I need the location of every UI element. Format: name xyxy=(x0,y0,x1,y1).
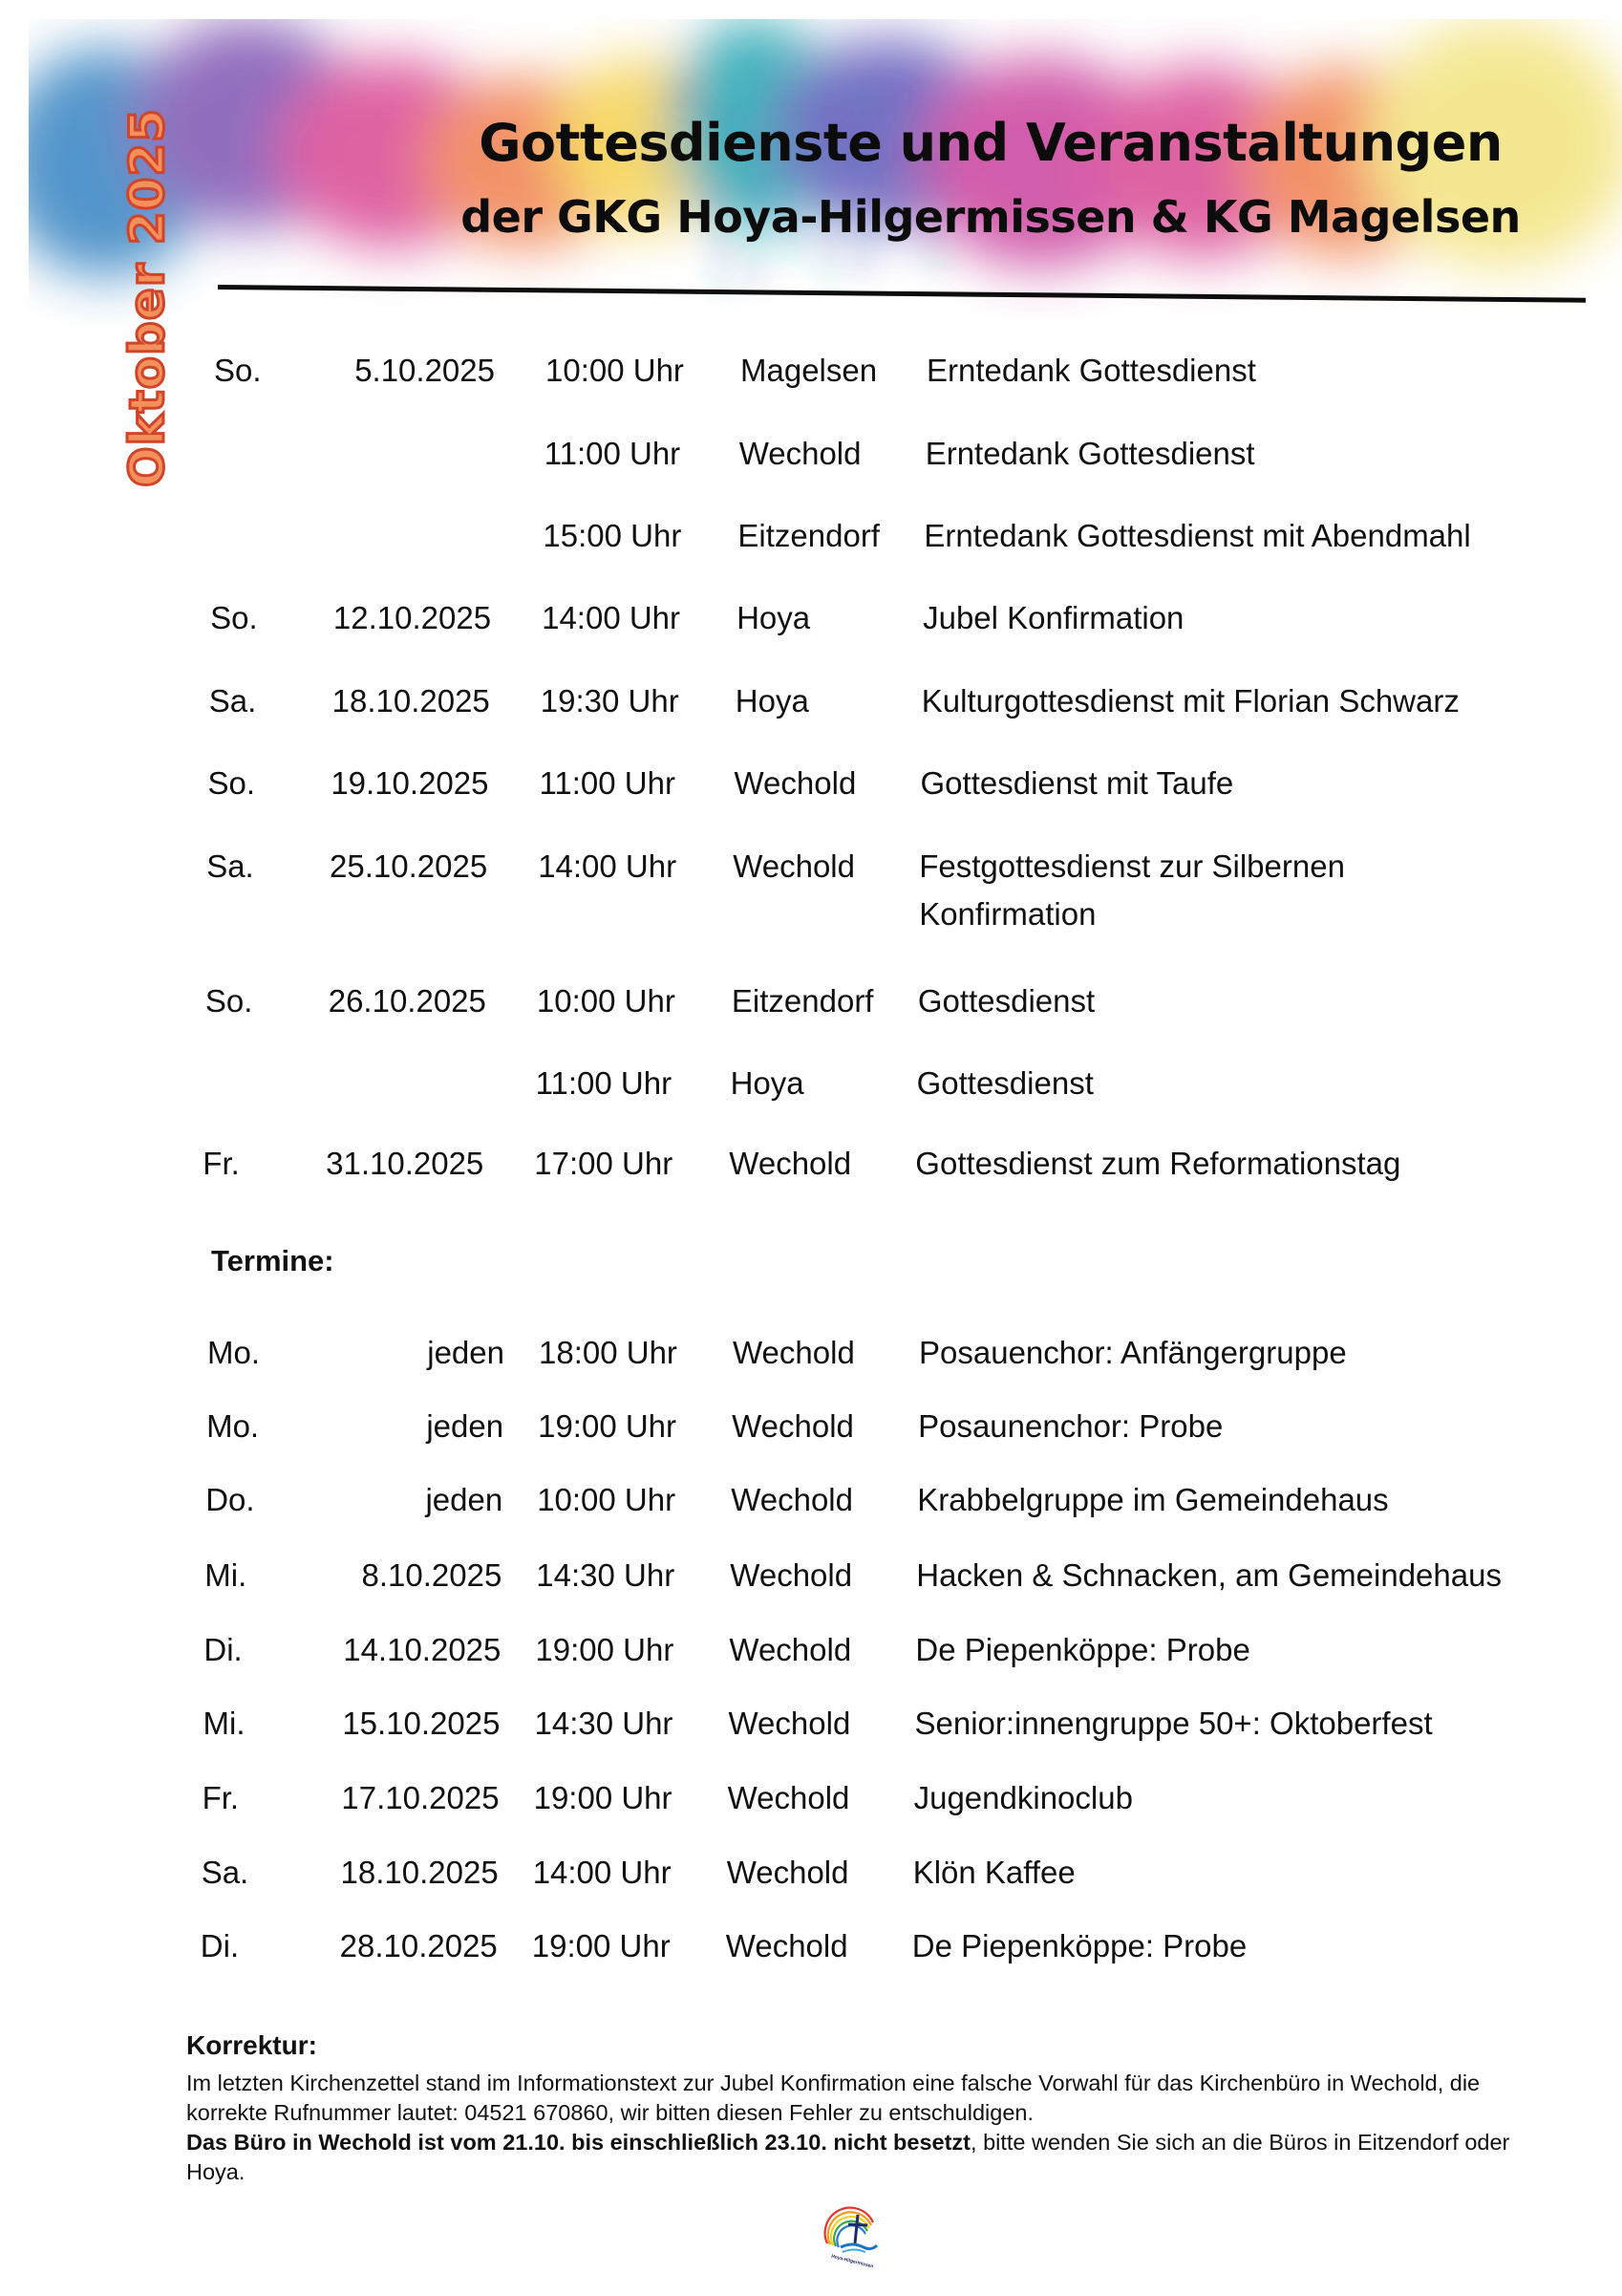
services-place: Wechold xyxy=(729,1146,852,1181)
termine-place: Wechold xyxy=(728,1706,851,1741)
termine-row xyxy=(0,1554,1622,1598)
services-event: Gottesdienst xyxy=(916,1065,1094,1101)
services-place: Wechold xyxy=(734,765,857,801)
services-date: 18.10.2025 xyxy=(331,683,490,719)
termine-place: Wechold xyxy=(726,1855,849,1890)
termine-heading: Termine: xyxy=(211,1244,334,1277)
termine-row xyxy=(0,1776,1622,1820)
termine-event: Krabbelgruppe im Gemeindehaus xyxy=(917,1482,1389,1517)
termine-time: 19:00 Uhr xyxy=(535,1632,674,1667)
termine-place: Wechold xyxy=(725,1928,848,1963)
termine-date: 18.10.2025 xyxy=(340,1855,499,1890)
termine-place: Wechold xyxy=(733,1335,855,1370)
termine-place: Wechold xyxy=(729,1632,852,1667)
termine-day: Mo. xyxy=(206,1408,260,1444)
termine-row xyxy=(0,1478,1622,1522)
termine-row xyxy=(0,1851,1622,1895)
services-day: So. xyxy=(207,765,256,801)
termine-day: Do. xyxy=(205,1482,255,1517)
termine-event: De Piepenköppe: Probe xyxy=(915,1632,1250,1667)
services-day: So. xyxy=(210,600,258,635)
korrektur-heading: Korrektur: xyxy=(186,2030,317,2060)
services-time: 11:00 Uhr xyxy=(539,765,675,801)
termine-time: 19:00 Uhr xyxy=(538,1408,677,1444)
korrektur-correction: Im letzten Kirchenzettel stand im Informationstext zur Jubel Konfirmation eine falsche Vorwahl für das Kirchenbüro in Wechold, die korrekte Rufnummer lautet: 04521 670860, wir bitten diesen Fehler zu entschuldigen. xyxy=(186,2071,1481,2125)
splash-speck xyxy=(822,265,834,276)
korrektur-text xyxy=(186,2069,1562,2187)
termine-place: Wechold xyxy=(727,1780,850,1815)
services-event-line2: Konfirmation xyxy=(919,896,1097,932)
splash-speck xyxy=(890,92,902,103)
services-place: Eitzendorf xyxy=(737,518,880,553)
termine-event: Posauenchor: Anfängergruppe xyxy=(919,1335,1347,1370)
services-time: 14:00 Uhr xyxy=(542,600,681,635)
services-place: Hoya xyxy=(735,683,809,719)
termine-date: 8.10.2025 xyxy=(361,1557,502,1593)
services-day: So. xyxy=(214,353,262,388)
services-place: Hoya xyxy=(730,1065,804,1101)
termine-place: Wechold xyxy=(730,1557,853,1593)
termine-date: jeden xyxy=(426,1408,504,1444)
services-time: 19:30 Uhr xyxy=(540,683,679,719)
splash-speck xyxy=(929,253,941,265)
termine-date: 17.10.2025 xyxy=(341,1780,500,1815)
termine-date: 15.10.2025 xyxy=(342,1706,501,1741)
services-place: Wechold xyxy=(733,848,855,884)
services-place: Eitzendorf xyxy=(731,983,874,1019)
services-row xyxy=(0,349,1622,393)
services-row xyxy=(0,514,1622,558)
services-date: 12.10.2025 xyxy=(332,600,492,635)
termine-date: jeden xyxy=(425,1482,503,1517)
termine-event: De Piepenköppe: Probe xyxy=(911,1928,1248,1963)
services-time: 17:00 Uhr xyxy=(534,1146,673,1181)
office-closed-hint: , bitte wenden Sie sich an die Büros in Eitzendorf oder Hoya. xyxy=(186,2130,1510,2184)
splash-speck xyxy=(715,248,726,260)
splash-speck xyxy=(823,101,835,113)
services-row xyxy=(0,1142,1622,1186)
services-place: Hoya xyxy=(736,600,811,635)
services-event: Gottesdienst xyxy=(917,983,1096,1019)
services-day: Sa. xyxy=(206,848,254,884)
termine-time: 10:00 Uhr xyxy=(537,1482,676,1517)
termine-event: Jugendkinoclub xyxy=(913,1780,1133,1815)
splash-speck xyxy=(682,90,694,101)
svg-text:Hoya-Hilgermissen: Hoya-Hilgermissen xyxy=(830,2253,874,2270)
services-date: 31.10.2025 xyxy=(326,1146,484,1181)
splash-speck xyxy=(857,97,868,108)
termine-time: 18:00 Uhr xyxy=(539,1335,677,1370)
services-row xyxy=(0,762,1622,805)
services-event: Festgottesdienst zur Silbernen xyxy=(919,848,1345,884)
termine-day: Mo. xyxy=(207,1335,261,1370)
services-place: Magelsen xyxy=(740,353,878,388)
termine-day: Di. xyxy=(200,1928,240,1963)
termine-day: Di. xyxy=(203,1632,243,1667)
services-event: Kulturgottesdienst mit Florian Schwarz xyxy=(921,683,1460,719)
services-date: 5.10.2025 xyxy=(354,353,495,388)
office-closed-notice: Das Büro in Wechold ist vom 21.10. bis einschließlich 23.10. nicht besetzt xyxy=(186,2130,971,2155)
termine-place: Wechold xyxy=(732,1408,854,1444)
termine-date: 14.10.2025 xyxy=(343,1632,502,1667)
termine-event: Klön Kaffee xyxy=(912,1855,1076,1890)
page-title: Gottesdienste und Veranstaltungen xyxy=(479,113,1503,173)
termine-row xyxy=(0,1702,1622,1746)
services-event: Gottesdienst zum Reformationstag xyxy=(915,1146,1401,1181)
services-row xyxy=(0,432,1622,476)
termine-event: Senior:innengruppe 50+: Oktoberfest xyxy=(914,1706,1433,1741)
services-date: 19.10.2025 xyxy=(331,765,489,801)
services-event: Gottesdienst mit Taufe xyxy=(920,765,1234,801)
termine-row xyxy=(0,1331,1622,1375)
splash-speck xyxy=(788,242,800,253)
splash-speck xyxy=(749,271,760,283)
termine-day: Fr. xyxy=(202,1780,240,1815)
services-time: 14:00 Uhr xyxy=(538,848,677,884)
services-row xyxy=(0,596,1622,640)
services-time: 11:00 Uhr xyxy=(535,1065,672,1101)
termine-time: 14:00 Uhr xyxy=(532,1855,672,1890)
splash-speck xyxy=(715,276,727,288)
services-place: Wechold xyxy=(738,436,862,471)
services-time: 15:00 Uhr xyxy=(543,518,682,553)
services-row xyxy=(0,679,1622,723)
splash-speck xyxy=(893,175,905,186)
services-day: Sa. xyxy=(208,683,257,719)
termine-day: Mi. xyxy=(204,1557,247,1593)
termine-date: jeden xyxy=(427,1335,504,1370)
termine-day: Mi. xyxy=(203,1706,245,1741)
services-event: Jubel Konfirmation xyxy=(923,600,1184,635)
services-event: Erntedank Gottesdienst mit Abendmahl xyxy=(924,518,1471,553)
splash-speck xyxy=(748,244,759,255)
termine-day: Sa. xyxy=(201,1855,249,1890)
termine-row xyxy=(0,1628,1622,1672)
termine-time: 19:00 Uhr xyxy=(533,1780,672,1815)
termine-row xyxy=(0,1405,1622,1448)
termine-time: 14:30 Uhr xyxy=(534,1706,673,1741)
church-logo-icon xyxy=(820,2205,885,2270)
services-time: 11:00 Uhr xyxy=(544,436,681,471)
termine-time: 19:00 Uhr xyxy=(531,1928,671,1963)
termine-row xyxy=(0,1924,1622,1968)
services-time: 10:00 Uhr xyxy=(545,353,684,388)
services-event: Erntedank Gottesdienst xyxy=(927,353,1256,388)
termine-event: Posaunenchor: Probe xyxy=(918,1408,1224,1444)
services-row xyxy=(0,845,1622,932)
month-label: Oktober 2025 xyxy=(119,108,175,487)
termine-event: Hacken & Schnacken, am Gemeindehaus xyxy=(916,1557,1502,1593)
services-date: 25.10.2025 xyxy=(330,848,488,884)
services-day: Fr. xyxy=(203,1146,240,1181)
splash-speck xyxy=(856,260,867,271)
termine-time: 14:30 Uhr xyxy=(536,1557,675,1593)
services-event: Erntedank Gottesdienst xyxy=(925,436,1255,471)
termine-place: Wechold xyxy=(731,1482,853,1517)
services-day: So. xyxy=(204,983,253,1019)
services-time: 10:00 Uhr xyxy=(536,983,675,1019)
page-subtitle: der GKG Hoya-Hilgermissen & KG Magelsen xyxy=(460,191,1521,243)
services-date: 26.10.2025 xyxy=(328,983,486,1019)
services-row xyxy=(0,979,1622,1023)
termine-date: 28.10.2025 xyxy=(339,1928,498,1963)
services-row xyxy=(0,1062,1622,1105)
